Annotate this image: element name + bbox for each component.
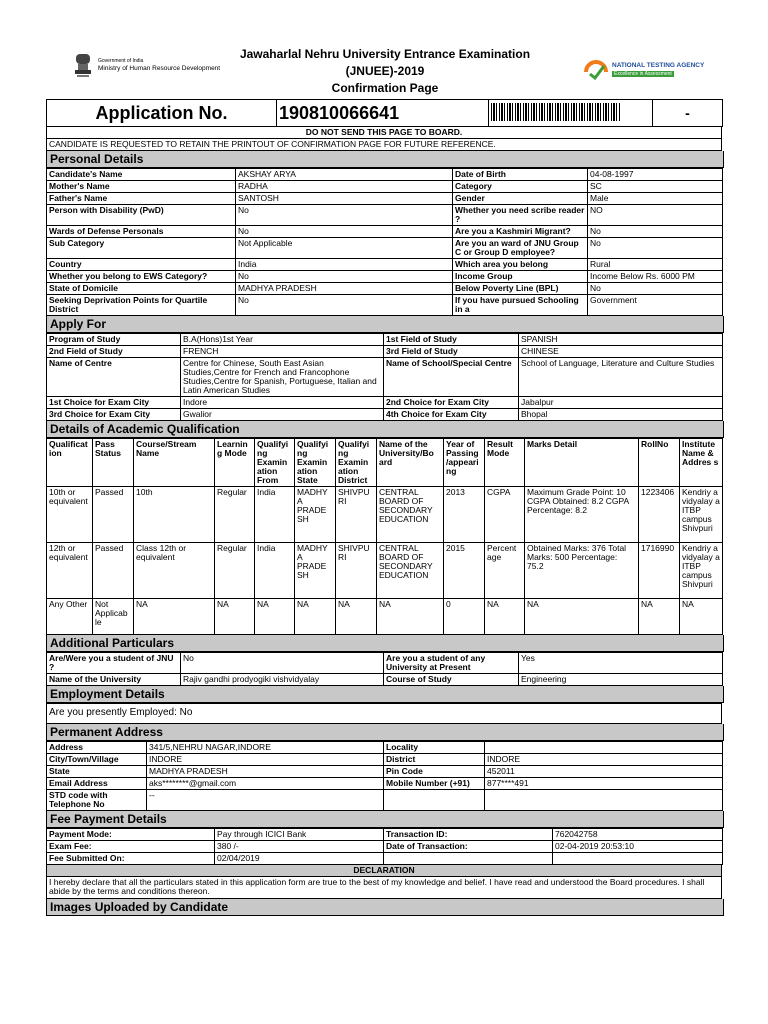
fee-label: Payment Mode:: [47, 829, 215, 841]
address-label: District: [384, 754, 485, 766]
exam-subtitle: (JNUEE)-2019: [345, 64, 425, 78]
personal-row: [47, 226, 723, 238]
personal-row: [47, 271, 723, 283]
apply-label: 3rd Field of Study: [384, 346, 519, 358]
employment-table: [46, 703, 722, 724]
academic-value: Kendriy a vidyalay a ITBP campus Shivpuri: [680, 543, 723, 599]
apply-value: School of Language, Literature and Culture Studies: [519, 358, 723, 397]
academic-column-header: RollNo: [639, 439, 680, 487]
academic-row: [47, 543, 723, 599]
academic-column-header: Qualifyi ng Examin ation From: [255, 439, 295, 487]
academic-value: NA: [377, 599, 444, 635]
academic-column-header: Institute Name & Addres s: [680, 439, 723, 487]
apply-value: CHINESE: [519, 346, 723, 358]
personal-details-heading: Personal Details: [46, 151, 724, 168]
personal-value: No: [236, 226, 453, 238]
additional-row: [47, 674, 723, 686]
academic-column-header: Qualifyi ng Examin ation State: [295, 439, 336, 487]
academic-value: NA: [215, 599, 255, 635]
address-value: INDORE: [485, 754, 723, 766]
do-not-send-notice: DO NOT SEND THIS PAGE TO BOARD.: [47, 127, 722, 139]
fee-label: Date of Transaction:: [384, 841, 553, 853]
fee-label: Fee Submitted On:: [47, 853, 215, 865]
declaration-table: [46, 865, 722, 899]
personal-row: [47, 238, 723, 259]
address-label: City/Town/Village: [47, 754, 147, 766]
apply-label: 1st Field of Study: [384, 334, 519, 346]
personal-row: [47, 193, 723, 205]
apply-label: Name of School/Special Centre: [384, 358, 519, 397]
academic-value: NA: [336, 599, 377, 635]
address-value: 452011: [485, 766, 723, 778]
images-heading: Images Uploaded by Candidate: [46, 899, 724, 916]
address-value: MADHYA PRADESH: [147, 766, 384, 778]
academic-value: Class 12th or equivalent: [134, 543, 215, 599]
personal-label: Are you a Kashmiri Migrant?: [453, 226, 588, 238]
fee-row: [47, 853, 723, 865]
personal-value: Government: [588, 295, 723, 316]
apply-label: 2nd Field of Study: [47, 346, 181, 358]
fee-label: Transaction ID:: [384, 829, 553, 841]
personal-label: Wards of Defense Personals: [47, 226, 236, 238]
fee-row: [47, 841, 723, 853]
academic-value: MADHY A PRADE SH: [295, 543, 336, 599]
personal-label: Whether you need scribe reader ?: [453, 205, 588, 226]
apply-label: 4th Choice for Exam City: [384, 409, 519, 421]
address-row: [47, 754, 723, 766]
academic-column-header: Year of Passing /appeari ng: [444, 439, 485, 487]
fee-value: [553, 853, 723, 865]
academic-value: NA: [639, 599, 680, 635]
academic-value: SHIVPU RI: [336, 543, 377, 599]
academic-value: 12th or equivalent: [47, 543, 93, 599]
academic-heading: Details of Academic Qualification: [46, 421, 724, 438]
additional-table: [46, 652, 723, 686]
academic-value: Maximum Grade Point: 10 CGPA Obtained: 8.2 CGPA Percentage: 8.2: [525, 487, 639, 543]
additional-label: Are/Were you a student of JNU ?: [47, 653, 181, 674]
fee-row: [47, 829, 723, 841]
personal-details-table: [46, 168, 723, 316]
fee-value: 762042758: [553, 829, 723, 841]
academic-value: Kendriy a vidyalay a ITBP campus Shivpuri: [680, 487, 723, 543]
personal-value: No: [588, 226, 723, 238]
personal-row: [47, 283, 723, 295]
personal-value: Income Below Rs. 6000 PM: [588, 271, 723, 283]
academic-value: Passed: [93, 543, 134, 599]
personal-details-body: [47, 169, 723, 316]
employment-heading: Employment Details: [46, 686, 724, 703]
academic-column-header: Name of the University/Bo ard: [377, 439, 444, 487]
apply-value: Bhopal: [519, 409, 723, 421]
academic-column-header: Learnin g Mode: [215, 439, 255, 487]
application-number-table: [46, 99, 723, 127]
personal-label: Person with Disability (PwD): [47, 205, 236, 226]
academic-header: [47, 439, 723, 487]
fee-label: Exam Fee:: [47, 841, 215, 853]
apply-value: SPANISH: [519, 334, 723, 346]
additional-value: Engineering: [519, 674, 723, 686]
personal-value: MADHYA PRADESH: [236, 283, 453, 295]
page-title: Confirmation Page: [331, 81, 439, 95]
apply-row: [47, 397, 723, 409]
academic-value: Any Other: [47, 599, 93, 635]
academic-row: [47, 599, 723, 635]
application-dash: -: [653, 100, 723, 127]
apply-label: Name of Centre: [47, 358, 181, 397]
academic-value: CENTRAL BOARD OF SECONDARY EDUCATION: [377, 543, 444, 599]
personal-label: Below Poverty Line (BPL): [453, 283, 588, 295]
apply-value: Indore: [181, 397, 384, 409]
academic-header-row: [47, 439, 723, 487]
fee-body: [47, 829, 723, 865]
barcode-cell: [489, 100, 653, 127]
fee-value: 02-04-2019 20:53:10: [553, 841, 723, 853]
additional-value: Rajiv gandhi prodyogiki vishvidyalay: [181, 674, 384, 686]
personal-value: No: [236, 205, 453, 226]
academic-value: MADHY A PRADE SH: [295, 487, 336, 543]
additional-value: No: [181, 653, 384, 674]
personal-label: Father's Name: [47, 193, 236, 205]
academic-value: NA: [525, 599, 639, 635]
retain-notice: CANDIDATE IS REQUESTED TO RETAIN THE PRINTOUT OF CONFIRMATION PAGE FOR FUTURE REFERENCE.: [47, 139, 722, 151]
personal-row: [47, 169, 723, 181]
personal-label: Whether you belong to EWS Category?: [47, 271, 236, 283]
employment-status: Are you presently Employed: No: [47, 704, 722, 724]
notice-table: [46, 127, 722, 151]
academic-value: 2015: [444, 543, 485, 599]
apply-row: [47, 346, 723, 358]
page-header: [0, 0, 768, 100]
address-label: STD code with Telephone No: [47, 790, 147, 811]
personal-row: [47, 295, 723, 316]
address-heading: Permanent Address: [46, 724, 724, 741]
address-value: [485, 742, 723, 754]
academic-column-header: Marks Detail: [525, 439, 639, 487]
address-value: --: [147, 790, 384, 811]
address-label: [384, 790, 485, 811]
nta-logo: [584, 58, 724, 84]
academic-body: [47, 487, 723, 635]
personal-value: Not Applicable: [236, 238, 453, 259]
personal-label: Gender: [453, 193, 588, 205]
personal-value: No: [236, 271, 453, 283]
nta-name: NATIONAL TESTING AGENCY: [612, 62, 705, 69]
application-label: Application No.: [47, 100, 277, 127]
academic-column-header: Qualifyi ng Examin ation District: [336, 439, 377, 487]
personal-label: Date of Birth: [453, 169, 588, 181]
personal-value: No: [588, 283, 723, 295]
academic-value: 2013: [444, 487, 485, 543]
additional-label: Are you a student of any University at Present: [384, 653, 519, 674]
address-row: [47, 778, 723, 790]
address-value: 877****491: [485, 778, 723, 790]
apply-for-table: [46, 333, 723, 421]
apply-for-heading: Apply For: [46, 316, 724, 333]
academic-value: 1223406: [639, 487, 680, 543]
personal-value: NO: [588, 205, 723, 226]
additional-label: Name of the University: [47, 674, 181, 686]
personal-label: Category: [453, 181, 588, 193]
academic-value: NA: [255, 599, 295, 635]
application-number: 190810066641: [277, 100, 489, 127]
apply-row: [47, 358, 723, 397]
apply-label: 2nd Choice for Exam City: [384, 397, 519, 409]
apply-value: Centre for Chinese, South East Asian Studies,Centre for French and Francophone Studies,Centre for Spanish, Portuguese, Italian and Latin American Studies: [181, 358, 384, 397]
apply-label: 3rd Choice for Exam City: [47, 409, 181, 421]
address-row: [47, 742, 723, 754]
confirmation-page: [46, 99, 722, 916]
academic-value: NA: [485, 599, 525, 635]
personal-value: Male: [588, 193, 723, 205]
address-value: INDORE: [147, 754, 384, 766]
personal-row: [47, 181, 723, 193]
gov-line1: Government of India: [98, 58, 144, 64]
academic-value: India: [255, 543, 295, 599]
personal-value: AKSHAY ARYA: [236, 169, 453, 181]
address-label: Mobile Number (+91): [384, 778, 485, 790]
academic-value: 1716990: [639, 543, 680, 599]
apply-value: B.A(Hons)1st Year: [181, 334, 384, 346]
apply-row: [47, 409, 723, 421]
personal-label: Income Group: [453, 271, 588, 283]
personal-label: Sub Category: [47, 238, 236, 259]
personal-value: No: [236, 295, 453, 316]
academic-value: Percent age: [485, 543, 525, 599]
apply-label: 1st Choice for Exam City: [47, 397, 181, 409]
address-label: Pin Code: [384, 766, 485, 778]
address-label: Locality: [384, 742, 485, 754]
additional-body: [47, 653, 723, 686]
address-row: [47, 766, 723, 778]
academic-column-header: Result Mode: [485, 439, 525, 487]
academic-value: 0: [444, 599, 485, 635]
address-value: aks********@gmail.com: [147, 778, 384, 790]
nta-tagline: Excellence in Assessment: [614, 71, 672, 77]
address-row: [47, 790, 723, 811]
apply-row: [47, 334, 723, 346]
personal-label: Country: [47, 259, 236, 271]
academic-value: NA: [295, 599, 336, 635]
academic-value: NA: [680, 599, 723, 635]
personal-label: State of Domicile: [47, 283, 236, 295]
personal-label: Candidate's Name: [47, 169, 236, 181]
fee-value: 380 /-: [215, 841, 384, 853]
personal-value: Rural: [588, 259, 723, 271]
personal-value: India: [236, 259, 453, 271]
personal-row: [47, 259, 723, 271]
academic-value: Obtained Marks: 376 Total Marks: 500 Percentage: 75.2: [525, 543, 639, 599]
academic-value: CENTRAL BOARD OF SECONDARY EDUCATION: [377, 487, 444, 543]
personal-label: Are you an ward of JNU Group C or Group D employee?: [453, 238, 588, 259]
declaration-heading: DECLARATION: [47, 865, 722, 877]
personal-value: RADHA: [236, 181, 453, 193]
address-label: Email Address: [47, 778, 147, 790]
address-value: 341/5,NEHRU NAGAR,INDORE: [147, 742, 384, 754]
academic-value: Passed: [93, 487, 134, 543]
academic-column-header: Course/Stream Name: [134, 439, 215, 487]
personal-row: [47, 205, 723, 226]
personal-label: If you have pursued Schooling in a: [453, 295, 588, 316]
address-table: [46, 741, 723, 811]
personal-value: No: [588, 238, 723, 259]
apply-for-body: [47, 334, 723, 421]
additional-label: Course of Study: [384, 674, 519, 686]
personal-label: Mother's Name: [47, 181, 236, 193]
academic-value: SHIVPU RI: [336, 487, 377, 543]
academic-value: CGPA: [485, 487, 525, 543]
personal-label: Seeking Deprivation Points for Quartile District: [47, 295, 236, 316]
barcode-icon: [491, 103, 621, 121]
emblem-icon: [72, 52, 94, 82]
apply-value: Jabalpur: [519, 397, 723, 409]
apply-value: FRENCH: [181, 346, 384, 358]
academic-column-header: Qualificat ion: [47, 439, 93, 487]
address-label: Address: [47, 742, 147, 754]
fee-value: Pay through ICICI Bank: [215, 829, 384, 841]
additional-row: [47, 653, 723, 674]
academic-column-header: Pass Status: [93, 439, 134, 487]
declaration-text: I hereby declare that all the particulars stated in this application form are true to the best of my knowledge and belief. I have read and understood the Board procedures. I shall abide by the terms and conditions thereon.: [47, 877, 722, 899]
address-value: [485, 790, 723, 811]
exam-title: Jawaharlal Nehru University Entrance Examination: [239, 47, 531, 61]
personal-value: SC: [588, 181, 723, 193]
academic-value: Regular: [215, 487, 255, 543]
academic-value: NA: [134, 599, 215, 635]
academic-table: [46, 438, 723, 635]
personal-label: Which area you belong: [453, 259, 588, 271]
academic-value: India: [255, 487, 295, 543]
academic-value: 10th: [134, 487, 215, 543]
personal-value: SANTOSH: [236, 193, 453, 205]
address-body: [47, 742, 723, 811]
apply-label: Program of Study: [47, 334, 181, 346]
gov-line2: Ministry of Human Resource Development: [98, 65, 221, 72]
academic-value: 10th or equivalent: [47, 487, 93, 543]
additional-value: Yes: [519, 653, 723, 674]
academic-value: Regular: [215, 543, 255, 599]
address-label: State: [47, 766, 147, 778]
academic-row: [47, 487, 723, 543]
fee-table: [46, 828, 723, 865]
personal-value: 04-08-1997: [588, 169, 723, 181]
fee-heading: Fee Payment Details: [46, 811, 724, 828]
fee-label: [384, 853, 553, 865]
additional-heading: Additional Particulars: [46, 635, 724, 652]
academic-value: Not Applicab le: [93, 599, 134, 635]
apply-value: Gwalior: [181, 409, 384, 421]
fee-value: 02/04/2019: [215, 853, 384, 865]
